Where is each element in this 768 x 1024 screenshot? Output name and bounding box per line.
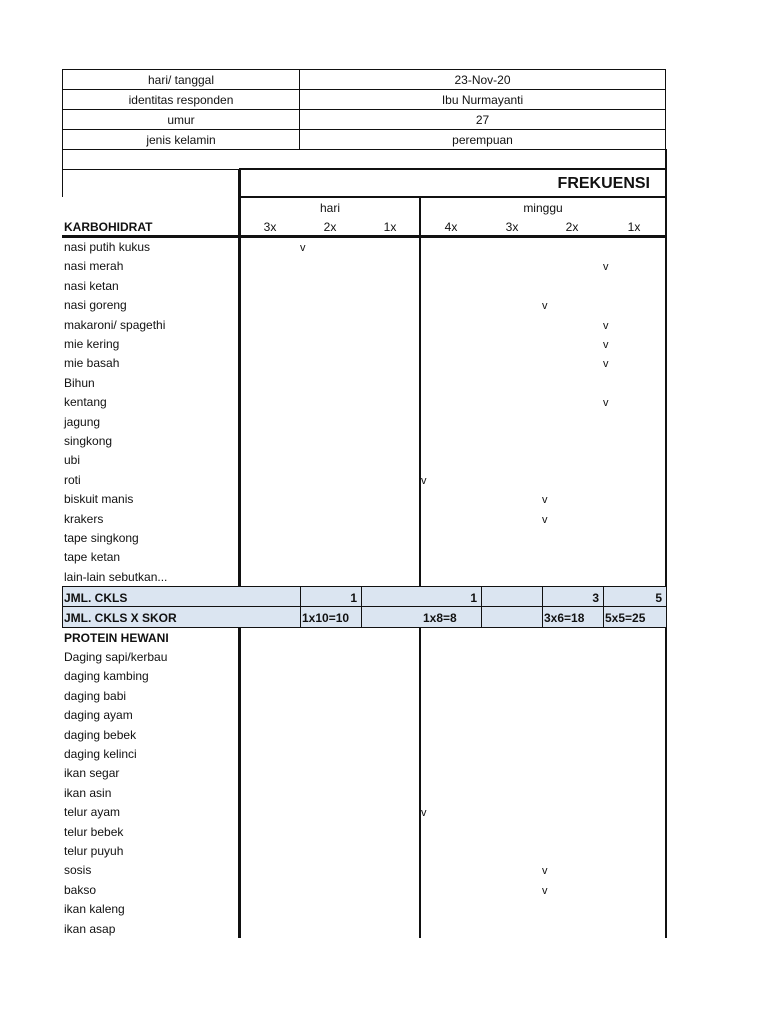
- food-item-name: sosis: [64, 863, 92, 878]
- food-item-name: tape singkong: [64, 531, 139, 545]
- jml-skor-value: 5x5=25: [605, 611, 646, 625]
- protein-header: PROTEIN HEWANI: [64, 631, 169, 645]
- food-item-name: nasi merah: [64, 259, 124, 274]
- column-header-1: 2x: [323, 220, 337, 234]
- food-item-name: biskuit manis: [64, 492, 134, 507]
- food-item-name: ikan asin: [64, 785, 112, 800]
- food-item-name: mie basah: [64, 356, 120, 371]
- food-item-name: singkong: [64, 434, 113, 448]
- info-label-age: umur: [167, 113, 195, 127]
- food-item-name: ikan kaleng: [64, 902, 125, 917]
- food-item-name: nasi putih kukus: [64, 240, 151, 254]
- food-item-name: Bihun: [64, 375, 95, 390]
- food-item-name: roti: [64, 472, 81, 487]
- jml-skor-value: 1x8=8: [423, 611, 457, 625]
- column-header-6: 1x: [627, 220, 641, 234]
- food-item-name: ikan segar: [64, 766, 120, 781]
- food-item-name: tape ketan: [64, 550, 121, 565]
- jml-ckls-value: 1: [350, 591, 357, 605]
- check-mark: v: [603, 319, 609, 332]
- info-label-respondent: identitas responden: [128, 93, 234, 107]
- check-mark: v: [603, 358, 609, 371]
- food-item-name: mie kering: [64, 337, 120, 351]
- check-mark: v: [542, 884, 548, 897]
- food-item-name: daging kelinci: [64, 747, 137, 761]
- jml-ckls-value: 5: [655, 591, 662, 605]
- food-item-name: telur bebek: [64, 824, 124, 839]
- frequency-title: FREKUENSI: [557, 175, 650, 192]
- jml-skor-value: 1x10=10: [302, 611, 350, 625]
- karbohidrat-header: KARBOHIDRAT: [64, 220, 153, 234]
- info-label-gender: jenis kelamin: [146, 133, 216, 147]
- column-header-5: 2x: [565, 220, 579, 234]
- check-mark: v: [542, 513, 548, 526]
- group-minggu: minggu: [523, 201, 563, 215]
- food-item-name: lain-lain sebutkan...: [64, 569, 168, 584]
- check-mark: v: [421, 474, 427, 487]
- check-mark: v: [300, 242, 306, 254]
- check-mark: v: [603, 397, 609, 410]
- food-item-name: bakso: [64, 882, 97, 897]
- food-item-name: nasi ketan: [64, 278, 119, 293]
- food-item-name: krakers: [64, 511, 104, 526]
- info-label-date: hari/ tanggal: [147, 73, 215, 87]
- check-mark: v: [542, 300, 548, 313]
- column-header-3: 4x: [444, 220, 458, 234]
- info-value-gender: perempuan: [452, 133, 513, 147]
- food-item-name: ikan asap: [64, 921, 116, 936]
- check-mark: v: [542, 865, 548, 878]
- info-value-respondent: Ibu Nurmayanti: [441, 93, 524, 107]
- column-header-2: 1x: [383, 220, 397, 234]
- group-hari: hari: [319, 201, 340, 215]
- column-header-0: 3x: [263, 220, 277, 234]
- totals-divider: [361, 587, 362, 627]
- jml-ckls-value: 1: [470, 591, 477, 605]
- food-item-name: jagung: [64, 414, 101, 429]
- check-mark: v: [542, 494, 548, 507]
- jml-ckls-value: 3: [592, 591, 599, 605]
- check-mark: v: [603, 339, 609, 351]
- jml-skor-value: 3x6=18: [544, 611, 585, 625]
- food-item-name: telur ayam: [64, 805, 121, 820]
- food-item-name: ubi: [64, 453, 81, 468]
- food-item-name: telur puyuh: [64, 844, 124, 858]
- food-item-name: nasi goreng: [64, 298, 127, 313]
- food-item-name: daging ayam: [64, 708, 133, 723]
- check-mark: v: [421, 807, 427, 820]
- food-item-name: daging bebek: [64, 727, 137, 742]
- food-item-name: daging kambing: [64, 669, 149, 684]
- jml-ckls-label: JML. CKLS: [64, 591, 128, 605]
- food-item-name: Daging sapi/kerbau: [64, 650, 168, 664]
- jml-skor-label: JML. CKLS X SKOR: [64, 611, 177, 625]
- totals-divider: [481, 587, 482, 627]
- column-header-4: 3x: [505, 220, 519, 234]
- food-item-name: daging babi: [64, 688, 127, 703]
- food-item-name: kentang: [64, 395, 107, 410]
- food-item-name: makaroni/ spagethi: [64, 317, 166, 332]
- info-value-age: 27: [475, 113, 490, 127]
- info-value-date: 23-Nov-20: [454, 73, 511, 87]
- check-mark: v: [603, 261, 609, 274]
